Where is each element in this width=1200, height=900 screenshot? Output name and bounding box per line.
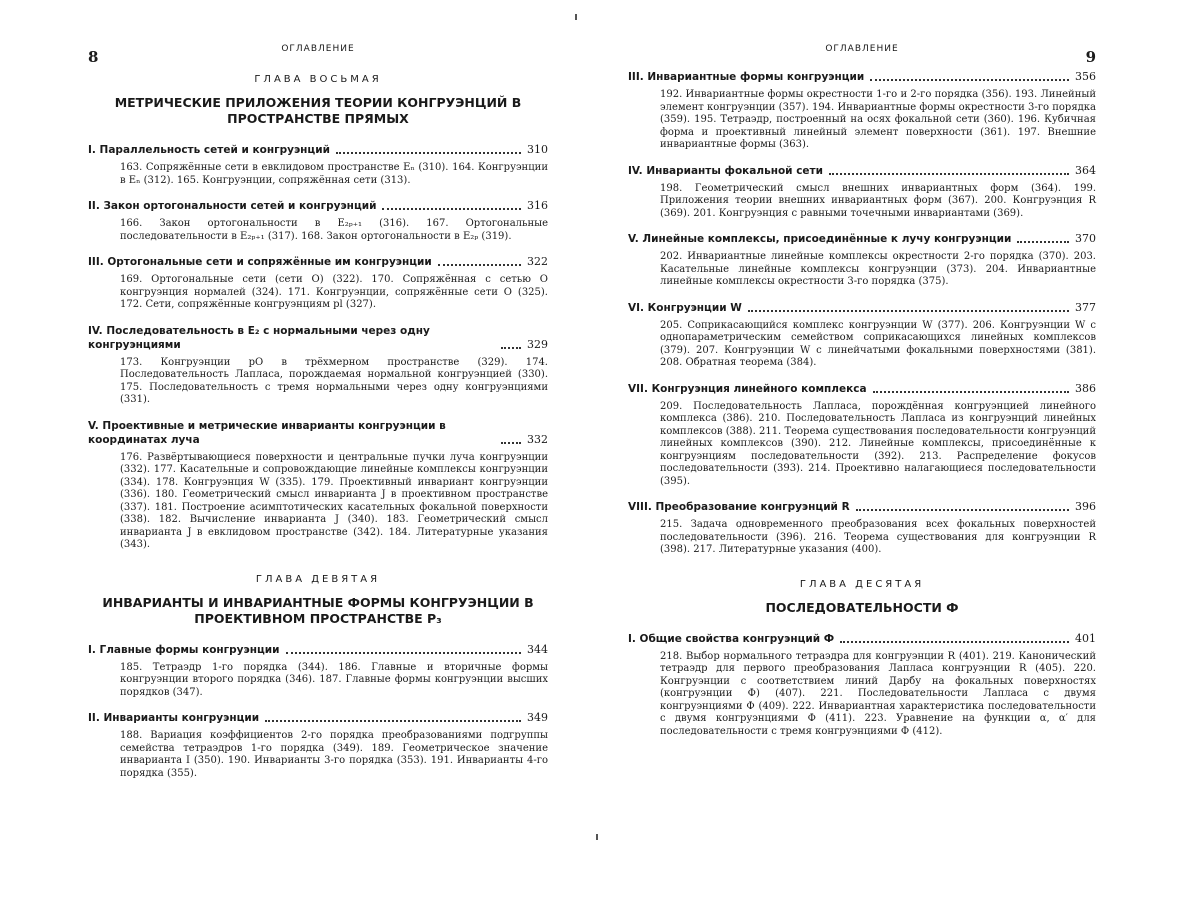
section-contents: 163. Сопряжённые сети в евклидовом пространстве Eₙ (310). 164. Конгруэнции в Eₙ (312). 165. Конгруэнции, сопряжённая сети (313). bbox=[120, 162, 548, 186]
page-reference: 401 bbox=[1075, 631, 1096, 645]
toc-entry bbox=[628, 164, 1096, 221]
dot-leader bbox=[286, 652, 522, 654]
page-reference: 316 bbox=[527, 199, 548, 212]
entry-heading bbox=[88, 255, 548, 269]
running-head: ОГЛАВЛЕНИЕ bbox=[281, 44, 355, 54]
dot-leader bbox=[856, 509, 1069, 511]
section-contents: 209. Последовательность Лапласа, порождённая конгруэнцией линейного комплекса (386). 210. Последовательность Лапласа из конгруэнций линейных комплексов (388). 211. Теорема существования последовательности конгруэнций линейных комплексов (390). 212. Линейные комплексы, присоединённые к конгруэнциям последовательности (392). 213. Распределение фокусов последовательности (393). 214. Проективно налагающиеся последовательности (395). bbox=[660, 400, 1096, 487]
section-contents: 176. Развёртывающиеся поверхности и центральные пучки луча конгруэнции (332). 177. Касательные и сопровождающие линейные комплексы конгруэнции (334). 178. Конгруэнция W (335). 179. Проективный инвариант конгруэнции (336). 180. Геометрический смысл инварианта J в проективном пространстве (337). 181. Построение асимптотических касательных фокальной поверхности (338). 182. Вычисление инварианта J (340). 183. Геометрический смысл инварианта J в евклидовом пространстве (342). 184. Литературные указания (343). bbox=[120, 451, 548, 550]
left-page bbox=[88, 0, 548, 900]
page-reference: 370 bbox=[1075, 232, 1096, 245]
dot-leader bbox=[1017, 241, 1069, 243]
section-title: II. Инварианты конгруэнции bbox=[88, 712, 260, 724]
section-contents: 192. Инвариантные формы окрестности 1-го и 2-го порядка (356). 193. Линейный элемент конгруэнции (357). 194. Инвариантные формы окрестности 3-го порядка (359). 195. Тетраэдр, построенный на осях фокальной сети (360). 196. Кубичная форма и проективный линейный элемент поверхности (361). 197. Внешние инвариантные формы (363). bbox=[660, 89, 1096, 150]
entry-heading bbox=[88, 419, 548, 447]
dot-leader bbox=[438, 264, 521, 266]
page-reference: 386 bbox=[1075, 381, 1096, 395]
chapter-label: ГЛАВА ДЕВЯТАЯ bbox=[255, 573, 381, 585]
right-page bbox=[628, 0, 1096, 900]
page-number: 8 bbox=[88, 48, 99, 66]
dot-leader bbox=[840, 641, 1069, 643]
toc-entry bbox=[88, 199, 548, 243]
page-reference: 329 bbox=[527, 337, 548, 351]
section-contents: 218. Выбор нормального тетраэдра для конгруэнции R (401). 219. Канонический тетраэдр для первого преобразования Лапласа конгруэнции R (405). 220. Конгруэнции с соответствием линий Дарбу на фокальных поверхностях (конгруэнции Ф) (407). 221. Последовательности Лапласа с двумя конгруэнциями Ф (409). 222. Инвариантная характеристика последовательности с двумя конгруэнциями Ф (411). 223. Уравнение на функции α, α′ для последовательности с тремя конгруэнциями Ф (412). bbox=[660, 650, 1096, 737]
section-contents: 198. Геометрический смысл внешних инвариантных форм (364). 199. Приложения теории внешних инвариантных форм (367). 200. Конгруэнция R (369). 201. Конгруэнция с равными точечными инвариантами (369). bbox=[660, 182, 1096, 219]
section-title: VII. Конгруэнция линейного комплекса bbox=[628, 382, 867, 395]
section-title: I. Параллельность сетей и конгруэнций bbox=[88, 144, 330, 156]
toc-body bbox=[628, 70, 1096, 750]
section-title: I. Общие свойства конгруэнций Ф bbox=[628, 632, 835, 645]
section-contents: 188. Вариация коэффициентов 2-го порядка преобразованиями подгруппы семейства тетраэдров 1-го порядка (349). 189. Геометрическое значение инварианта I (350). 190. Инварианты 3-го порядка (353). 191. Инварианты 4-го порядка (355). bbox=[120, 730, 548, 779]
section-title: IV. Последовательность в E₂ с нормальными через одну конгруэнциями bbox=[88, 324, 430, 351]
toc-body bbox=[88, 70, 548, 792]
section-title: VI. Конгруэнции W bbox=[628, 301, 742, 314]
dot-leader bbox=[336, 152, 521, 154]
section-contents: 185. Тетраэдр 1-го порядка (344). 186. Главные и вторичные формы конгруэнции второго порядка (346). 187. Главные формы конгруэнции высших порядков (347). bbox=[120, 661, 548, 698]
toc-entry bbox=[88, 143, 548, 187]
entry-heading bbox=[628, 632, 1096, 646]
toc-entry bbox=[628, 70, 1096, 152]
chapter-title: ИНВАРИАНТЫ И ИНВАРИАНТНЫЕ ФОРМЫ КОНГРУЭНЦИИ В ПРОЕКТИВНОМ ПРОСТРАНСТВЕ P₃ bbox=[102, 594, 534, 626]
toc-entry bbox=[88, 324, 548, 407]
entry-heading bbox=[628, 301, 1096, 315]
scan-speck bbox=[575, 14, 577, 20]
page-reference: 349 bbox=[527, 711, 548, 724]
toc-entry bbox=[628, 301, 1096, 370]
toc-entry bbox=[88, 419, 548, 552]
toc-entry bbox=[628, 232, 1096, 289]
section-title: III. Инвариантные формы конгруэнции bbox=[628, 71, 865, 83]
toc-entry bbox=[88, 255, 548, 312]
entry-heading bbox=[628, 70, 1096, 84]
dot-leader bbox=[382, 208, 521, 210]
page-reference: 322 bbox=[527, 255, 548, 268]
chapter-label: ГЛАВА ВОСЬМАЯ bbox=[254, 74, 382, 85]
entry-heading bbox=[88, 143, 548, 157]
section-title: II. Закон ортогональности сетей и конгруэнций bbox=[88, 200, 377, 212]
section-contents: 169. Ортогональные сети (сети O) (322). 170. Сопряжённая с сетью O конгруэнция нормалей (324). 171. Конгруэнции, сопряжённые сети O (325). 172. Сети, сопряжённые конгруэнциям pl (327). bbox=[120, 274, 548, 310]
section-title: IV. Инварианты фокальной сети bbox=[628, 164, 823, 177]
section-contents: 173. Конгруэнции pO в трёхмерном пространстве (329). 174. Последовательность Лапласа, порождаемая нормальной конгруэнцией (330). 175. Последовательность с тремя нормальными через одну конгруэнциями (331). bbox=[120, 356, 548, 405]
entry-heading bbox=[88, 643, 548, 657]
chapter-title: МЕТРИЧЕСКИЕ ПРИЛОЖЕНИЯ ТЕОРИИ КОНГРУЭНЦИЙ В ПРОСТРАНСТВЕ ПРЯМЫХ bbox=[114, 95, 522, 126]
dot-leader bbox=[829, 173, 1069, 175]
section-title: I. Главные формы конгруэнции bbox=[88, 643, 280, 656]
page-reference: 344 bbox=[527, 642, 548, 656]
section-contents: 215. Задача одновременного преобразования всех фокальных поверхностей последовательности (396). 216. Теорема существования для конгруэнции R (398). 217. Литературные указания (400). bbox=[660, 519, 1096, 555]
section-contents: 166. Закон ортогональности в E₂ₚ₊₁ (316). 167. Ортогональные последовательности в E₂ₚ₊₁ (317). 168. Закон ортогональности в E₂ₚ (319). bbox=[120, 218, 548, 242]
entry-heading bbox=[88, 711, 548, 725]
dot-leader bbox=[265, 720, 521, 722]
page-reference: 364 bbox=[1075, 163, 1096, 177]
dot-leader bbox=[870, 79, 1069, 81]
page-reference: 396 bbox=[1075, 500, 1096, 513]
running-head: ОГЛАВЛЕНИЕ bbox=[825, 44, 899, 54]
page-reference: 310 bbox=[527, 143, 548, 156]
entry-heading bbox=[628, 164, 1096, 178]
toc-entry bbox=[88, 643, 548, 700]
section-title: III. Ортогональные сети и сопряжённые им конгруэнции bbox=[88, 256, 432, 268]
dot-leader bbox=[748, 310, 1069, 312]
entry-heading bbox=[88, 324, 548, 352]
page-reference: 356 bbox=[1075, 70, 1096, 83]
section-contents: 202. Инвариантные линейные комплексы окрестности 2-го порядка (370). 203. Касательные линейные комплексы конгруэнции (373). 204. Инвариантные линейные комплексы окрестности 3-го порядка (375). bbox=[660, 251, 1096, 287]
toc-entry bbox=[628, 500, 1096, 557]
page-reference: 377 bbox=[1075, 300, 1096, 314]
entry-heading bbox=[628, 382, 1096, 396]
section-contents: 205. Соприкасающийся комплекс конгруэнции W (377). 206. Конгруэнции W с однопараметрическим семейством соприкасающихся линейных комплексов (379). 207. Конгруэнции W с линейчатыми фокальными поверхностями (381). 208. Обратная теорема (384). bbox=[660, 319, 1096, 368]
chapter-gap bbox=[88, 564, 548, 570]
toc-entry bbox=[628, 632, 1096, 739]
dot-leader bbox=[501, 442, 521, 444]
toc-entry bbox=[88, 711, 548, 780]
entry-heading bbox=[88, 199, 548, 213]
dot-leader bbox=[501, 347, 521, 349]
chapter-title: ПОСЛЕДОВАТЕЛЬНОСТИ Ф bbox=[765, 599, 959, 615]
toc-entry bbox=[628, 382, 1096, 489]
page-reference: 332 bbox=[527, 432, 548, 446]
scan-speck bbox=[596, 834, 598, 840]
page-number: 9 bbox=[1085, 48, 1096, 66]
chapter-gap bbox=[628, 569, 1096, 575]
dot-leader bbox=[873, 391, 1069, 393]
section-title: VIII. Преобразование конгруэнций R bbox=[628, 501, 850, 513]
section-title: V. Проективные и метрические инварианты конгруэнции в координатах луча bbox=[88, 419, 446, 446]
entry-heading bbox=[628, 232, 1096, 246]
section-title: V. Линейные комплексы, присоединённые к лучу конгруэнции bbox=[628, 233, 1012, 245]
chapter-label: ГЛАВА ДЕСЯТАЯ bbox=[799, 578, 925, 590]
entry-heading bbox=[628, 500, 1096, 514]
